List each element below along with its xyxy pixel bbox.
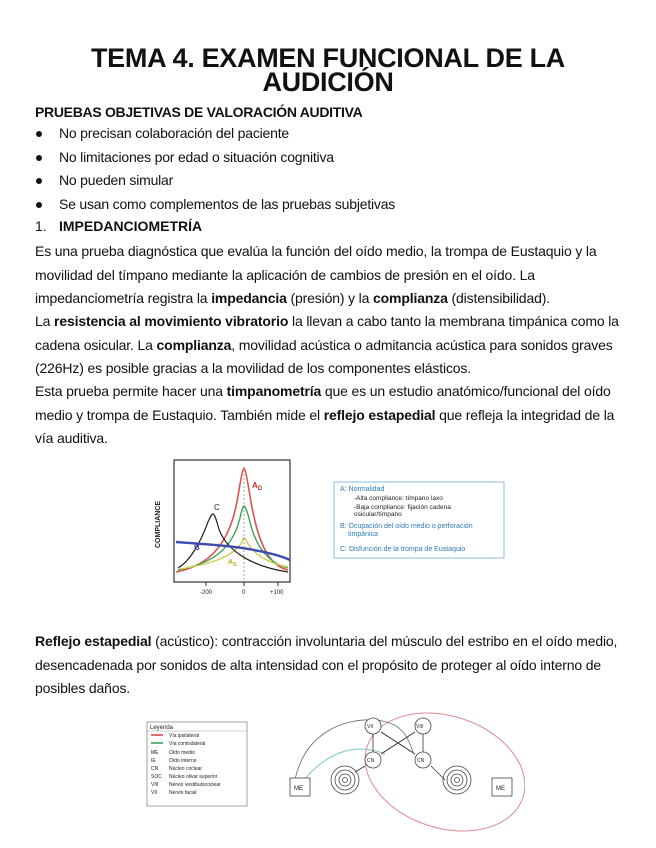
paragraph-impedance: Es una prueba diagnóstica que evalúa la función del oído medio, la trompa de Eustaquio y la movilidad del tímpano mediante la aplicación de cambios de presión en el oído. La impedanciometría registra la impedancia (presión) y la complianza (distensibilidad). — [35, 243, 597, 306]
legend-b2: timpánica — [348, 531, 378, 538]
list-item: No limitaciones por edad o situación cognitiva — [35, 146, 395, 170]
tick-label: 0 — [242, 590, 246, 596]
bullet-icon — [36, 178, 42, 184]
label-ad: $A_D$ — [252, 481, 263, 492]
legend-row-text: Núcleo olivar superior — [169, 774, 218, 780]
label-b: B — [194, 543, 200, 552]
y-axis-label: COMPLIANCE — [155, 500, 162, 548]
list-item: No pueden simular — [35, 169, 395, 193]
arrow-line — [355, 766, 365, 772]
reflex-pathway-figure — [145, 712, 525, 840]
legend-a2b: osicular/tímpano — [354, 511, 402, 518]
tympanogram-figure — [148, 456, 506, 598]
paragraph-tympanometry: Esta prueba permite hacer una timpanometría que es un estudio anatómico/funcional del oído medio y trompa de Eustaquio. También mide el reflejo estapedial que refleja la integridad de la vía auditiva. — [35, 383, 615, 446]
legend-a2a: -Baja compliance: fijación cadena — [354, 504, 451, 511]
legend-row-text: Núcleo coclear — [169, 766, 203, 772]
vii-label: VII — [367, 724, 374, 730]
legend-row-key: VII — [151, 790, 158, 796]
section-title: IMPEDANCIOMETRÍA — [59, 218, 203, 234]
legend-row-text: Oído interno — [169, 758, 197, 764]
legend-row-text: Vía ipsilateral — [169, 733, 200, 739]
section-number: 1. — [35, 218, 47, 234]
cn-right-label: CN — [417, 758, 425, 764]
legend-row-text: Vía contralateral — [169, 741, 206, 747]
cn-left-label: CN — [367, 758, 375, 764]
arrow-line — [431, 766, 445, 780]
label-c: C — [214, 503, 220, 512]
viii-label: VIII — [416, 724, 424, 730]
legend-row-key: VIII — [151, 782, 159, 788]
legend-a1: -Alta compliance: tímpano laxo — [354, 495, 443, 502]
paragraph-resistance: La resistencia al movimiento vibratorio la llevan a cabo tanto la membrana timpánica como la cadena osicular. La complianza, movilidad acústica o admitancia acústica para sonidos graves (226Hz) es posible gracias a la movilidad de los componentes elásticos. — [35, 313, 619, 376]
legend-b1: B: Ocupación del oído medio o perforación — [340, 523, 473, 530]
bullet-list — [35, 122, 395, 216]
legend-row-key: IE — [151, 758, 156, 764]
list-item: Se usan como complementos de las pruebas subjetivas — [35, 193, 395, 217]
page-title: TEMA 4. EXAMEN FUNCIONAL DE LA AUDICIÓN — [90, 43, 566, 97]
tick-label: -200 — [200, 590, 213, 596]
bullet-icon — [36, 131, 42, 137]
label-as: $A_S$ — [228, 559, 237, 568]
legend-a: A: Normalidad — [340, 486, 385, 493]
legend-row-text: Nervio facial — [169, 790, 197, 796]
tick-label: +100 — [270, 590, 284, 596]
section-heading: PRUEBAS OBJETIVAS DE VALORACIÓN AUDITIVA — [35, 104, 363, 120]
bullet-icon — [36, 155, 42, 161]
list-item: No precisan colaboración del paciente — [35, 122, 395, 146]
legend-row-text: Nervio vestibulococlear — [169, 782, 221, 788]
legend-row-text: Oído medio — [169, 750, 195, 756]
me-right-label: ME — [496, 786, 505, 792]
legend-row-key: ME — [151, 750, 159, 756]
me-left-label: ME — [294, 786, 303, 792]
legend-row-key: CN — [151, 766, 159, 772]
legend-title: Leyenda — [150, 725, 174, 731]
legend-c: C: Disfunción de la trompa de Eustaquio — [340, 546, 466, 553]
legend-row-key: SOC — [151, 774, 162, 780]
bullet-icon — [36, 202, 42, 208]
paragraph-stapedial-reflex: Reflejo estapedial (acústico): contracción involuntaria del músculo del estribo en el oído medio, desencadenada por sonidos de alta intensidad con el propósito de proteger al oído interno de posibles daños. — [35, 633, 618, 696]
section-1-heading — [35, 218, 202, 234]
